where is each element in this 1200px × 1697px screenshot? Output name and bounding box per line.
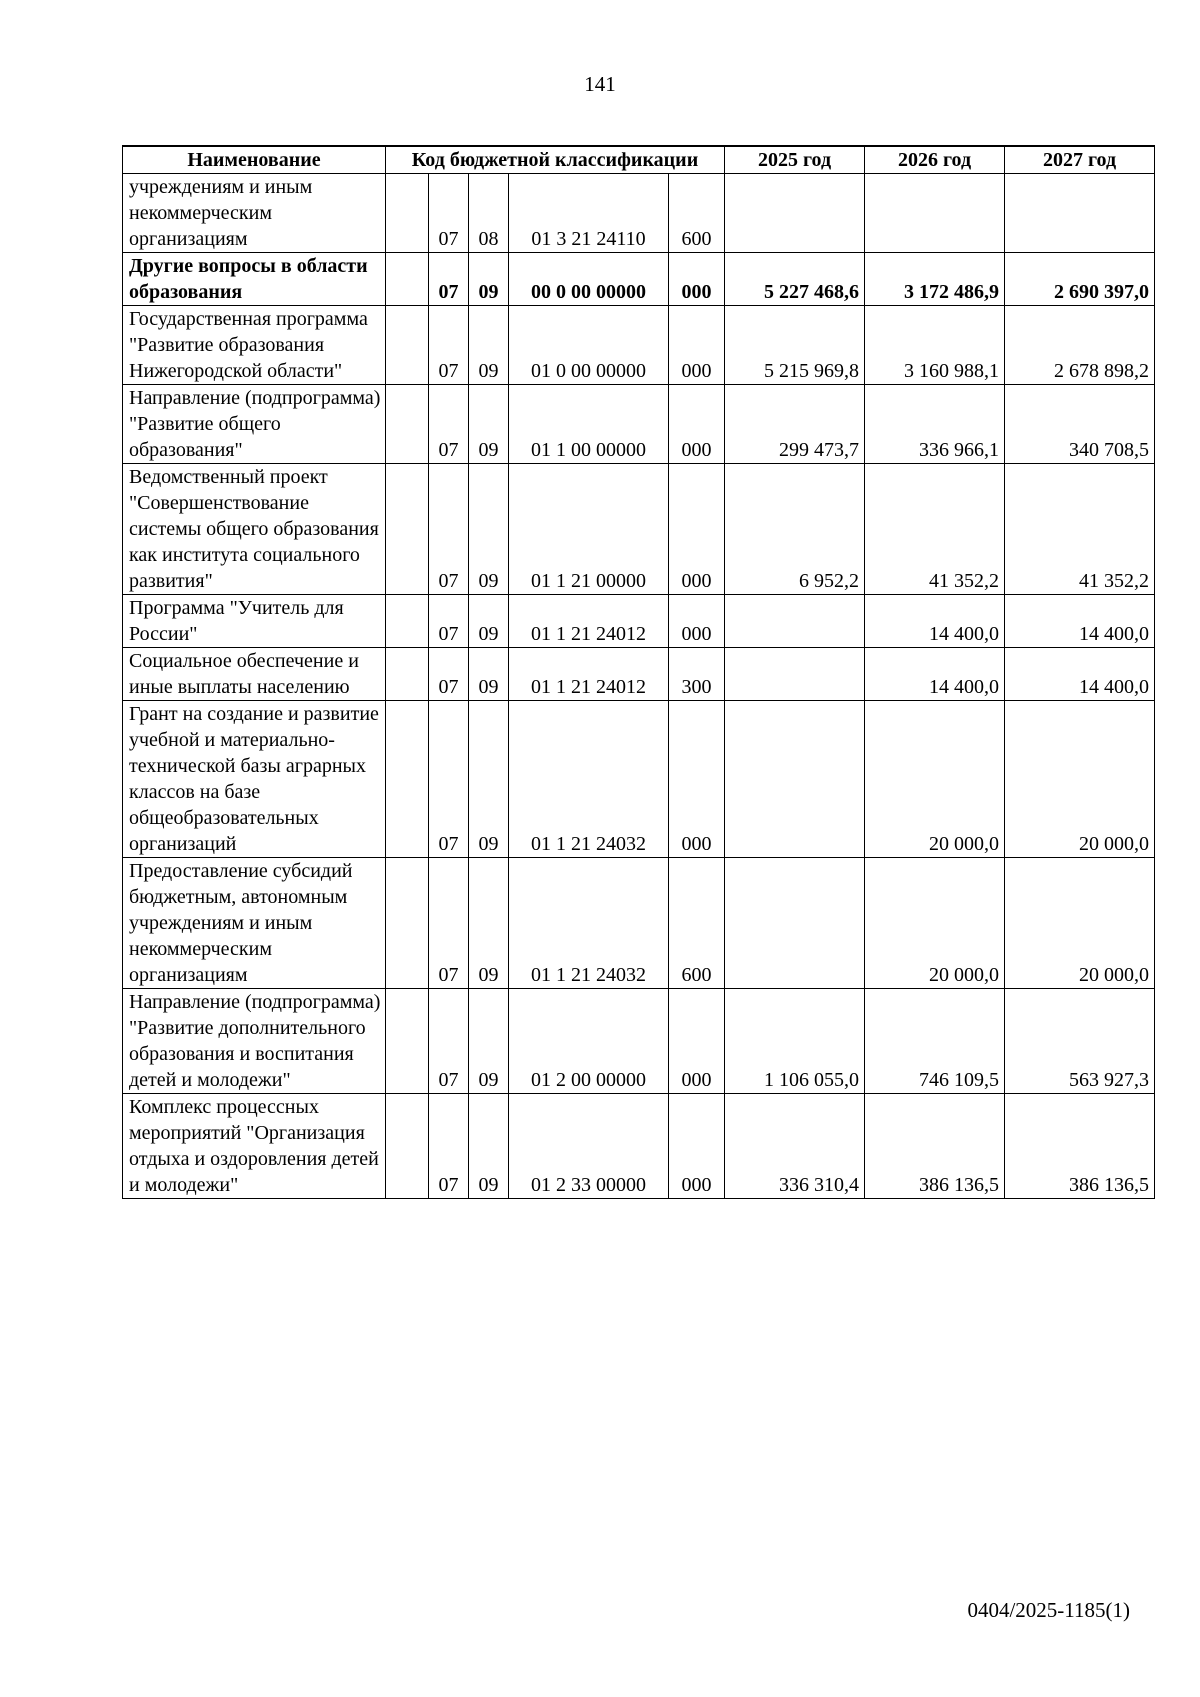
row-name-cell: Социальное обеспечение и иные выплаты населению <box>123 648 386 701</box>
code-subsection-cell: 09 <box>469 989 509 1094</box>
code-expense-type-cell: 000 <box>669 306 725 385</box>
code-expense-type-cell: 600 <box>669 858 725 989</box>
code-subsection-cell: 09 <box>469 648 509 701</box>
code-target-article-cell: 00 0 00 00000 <box>509 253 669 306</box>
code-expense-type-cell: 000 <box>669 1094 725 1199</box>
code-section-cell: 07 <box>429 648 469 701</box>
amount-2027-cell: 2 678 898,2 <box>1005 306 1155 385</box>
amount-2027-cell: 386 136,5 <box>1005 1094 1155 1199</box>
row-name-cell: учреждениям и иным некоммерческим организациям <box>123 174 386 253</box>
code-part-1-cell <box>386 385 429 464</box>
code-subsection-cell: 08 <box>469 174 509 253</box>
code-part-1-cell <box>386 253 429 306</box>
amount-2025-cell: 6 952,2 <box>725 464 865 595</box>
code-part-1-cell <box>386 1094 429 1199</box>
table-row <box>123 858 1155 989</box>
code-expense-type-cell: 600 <box>669 174 725 253</box>
code-target-article-cell: 01 0 00 00000 <box>509 306 669 385</box>
code-section-cell: 07 <box>429 385 469 464</box>
document-id: 0404/2025-1185(1) <box>967 1598 1130 1622</box>
amount-2025-cell <box>725 595 865 648</box>
code-target-article-cell: 01 1 21 24012 <box>509 648 669 701</box>
amount-2026-cell: 14 400,0 <box>865 595 1005 648</box>
amount-2026-cell: 3 160 988,1 <box>865 306 1005 385</box>
row-name-cell: Направление (подпрограмма) "Развитие дополнительного образования и воспитания детей и молодежи" <box>123 989 386 1094</box>
code-subsection-cell: 09 <box>469 701 509 858</box>
amount-2027-cell: 2 690 397,0 <box>1005 253 1155 306</box>
code-target-article-cell: 01 1 21 24032 <box>509 701 669 858</box>
code-section-cell: 07 <box>429 701 469 858</box>
table-row <box>123 989 1155 1094</box>
amount-2027-cell: 14 400,0 <box>1005 648 1155 701</box>
code-section-cell: 07 <box>429 174 469 253</box>
amount-2026-cell: 20 000,0 <box>865 858 1005 989</box>
row-name-cell: Ведомственный проект "Совершенствование системы общего образования как института социального развития" <box>123 464 386 595</box>
amount-2027-cell: 563 927,3 <box>1005 989 1155 1094</box>
table-row <box>123 1094 1155 1199</box>
code-subsection-cell: 09 <box>469 385 509 464</box>
row-name-cell: Направление (подпрограмма) "Развитие общего образования" <box>123 385 386 464</box>
amount-2025-cell: 5 215 969,8 <box>725 306 865 385</box>
amount-2027-cell: 340 708,5 <box>1005 385 1155 464</box>
amount-2025-cell <box>725 648 865 701</box>
row-name-cell: Программа "Учитель для России" <box>123 595 386 648</box>
row-name-cell: Комплекс процессных мероприятий "Организация отдыха и оздоровления детей и молодежи" <box>123 1094 386 1199</box>
amount-2027-cell: 20 000,0 <box>1005 701 1155 858</box>
amount-2025-cell <box>725 174 865 253</box>
code-part-1-cell <box>386 858 429 989</box>
code-part-1-cell <box>386 595 429 648</box>
amount-2026-cell: 386 136,5 <box>865 1094 1005 1199</box>
amount-2025-cell <box>725 701 865 858</box>
code-target-article-cell: 01 1 21 24012 <box>509 595 669 648</box>
code-part-1-cell <box>386 701 429 858</box>
amount-2026-cell: 336 966,1 <box>865 385 1005 464</box>
table-row <box>123 701 1155 858</box>
code-subsection-cell: 09 <box>469 306 509 385</box>
code-part-1-cell <box>386 648 429 701</box>
code-expense-type-cell: 000 <box>669 385 725 464</box>
row-name-cell: Другие вопросы в области образования <box>123 253 386 306</box>
amount-2025-cell: 1 106 055,0 <box>725 989 865 1094</box>
table-row <box>123 306 1155 385</box>
code-expense-type-cell: 000 <box>669 253 725 306</box>
code-expense-type-cell: 000 <box>669 595 725 648</box>
code-part-1-cell <box>386 174 429 253</box>
header-code: Код бюджетной классификации <box>386 146 725 174</box>
code-subsection-cell: 09 <box>469 1094 509 1199</box>
table-row <box>123 253 1155 306</box>
table-row <box>123 174 1155 253</box>
amount-2026-cell: 41 352,2 <box>865 464 1005 595</box>
code-expense-type-cell: 000 <box>669 464 725 595</box>
code-expense-type-cell: 300 <box>669 648 725 701</box>
code-target-article-cell: 01 1 21 00000 <box>509 464 669 595</box>
amount-2025-cell: 299 473,7 <box>725 385 865 464</box>
code-part-1-cell <box>386 306 429 385</box>
table-row <box>123 464 1155 595</box>
code-section-cell: 07 <box>429 306 469 385</box>
table-row <box>123 595 1155 648</box>
amount-2027-cell: 41 352,2 <box>1005 464 1155 595</box>
row-name-cell: Предоставление субсидий бюджетным, автономным учреждениям и иным некоммерческим организациям <box>123 858 386 989</box>
amount-2026-cell <box>865 174 1005 253</box>
code-subsection-cell: 09 <box>469 253 509 306</box>
code-subsection-cell: 09 <box>469 858 509 989</box>
code-section-cell: 07 <box>429 1094 469 1199</box>
code-section-cell: 07 <box>429 858 469 989</box>
header-2026: 2026 год <box>865 146 1005 174</box>
amount-2025-cell: 336 310,4 <box>725 1094 865 1199</box>
code-subsection-cell: 09 <box>469 464 509 595</box>
amount-2027-cell <box>1005 174 1155 253</box>
code-section-cell: 07 <box>429 464 469 595</box>
table-row <box>123 385 1155 464</box>
amount-2027-cell: 14 400,0 <box>1005 595 1155 648</box>
code-target-article-cell: 01 2 00 00000 <box>509 989 669 1094</box>
page-number: 141 <box>584 72 616 96</box>
code-target-article-cell: 01 1 21 24032 <box>509 858 669 989</box>
code-target-article-cell: 01 3 21 24110 <box>509 174 669 253</box>
table-header-row <box>123 146 1155 174</box>
code-target-article-cell: 01 1 00 00000 <box>509 385 669 464</box>
row-name-cell: Грант на создание и развитие учебной и материально-технической базы аграрных классов на базе общеобразовательных организаций <box>123 701 386 858</box>
amount-2026-cell: 14 400,0 <box>865 648 1005 701</box>
code-subsection-cell: 09 <box>469 595 509 648</box>
header-name: Наименование <box>123 146 386 174</box>
amount-2025-cell: 5 227 468,6 <box>725 253 865 306</box>
row-name-cell: Государственная программа "Развитие образования Нижегородской области" <box>123 306 386 385</box>
code-part-1-cell <box>386 464 429 595</box>
code-expense-type-cell: 000 <box>669 989 725 1094</box>
amount-2025-cell <box>725 858 865 989</box>
code-part-1-cell <box>386 989 429 1094</box>
code-target-article-cell: 01 2 33 00000 <box>509 1094 669 1199</box>
amount-2026-cell: 746 109,5 <box>865 989 1005 1094</box>
code-expense-type-cell: 000 <box>669 701 725 858</box>
header-2027: 2027 год <box>1005 146 1155 174</box>
code-section-cell: 07 <box>429 989 469 1094</box>
amount-2026-cell: 3 172 486,9 <box>865 253 1005 306</box>
code-section-cell: 07 <box>429 253 469 306</box>
amount-2027-cell: 20 000,0 <box>1005 858 1155 989</box>
budget-table <box>122 145 1155 1199</box>
table-row <box>123 648 1155 701</box>
amount-2026-cell: 20 000,0 <box>865 701 1005 858</box>
header-2025: 2025 год <box>725 146 865 174</box>
code-section-cell: 07 <box>429 595 469 648</box>
